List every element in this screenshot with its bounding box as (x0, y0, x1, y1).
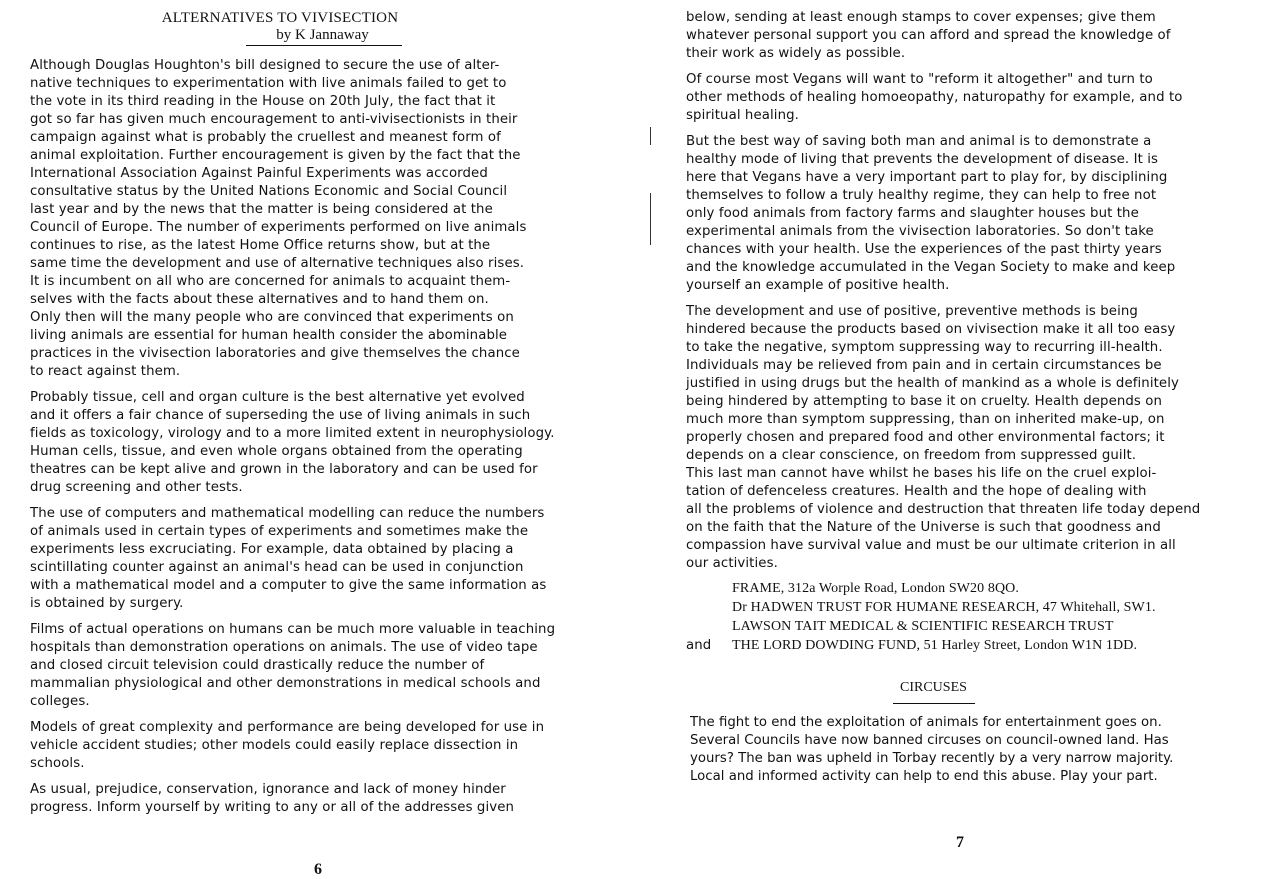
paragraph: Of course most Vegans will want to "reform it altogether" and turn to other methods of healing homoeopathy, naturopathy for example, and to spiritual healing. (686, 72, 1183, 123)
paragraph: Although Douglas Houghton's bill designed to secure the use of alter- native techniques to experimentation with live animals failed to get to the vote in its third reading in the House on 20th July, the fact that it got so far has given much encouragement to anti-vivisectionists in their campaign against what is probably the cruellest and meanest form of animal exploitation. Further encouragement is given by the fact that the International Association Against Painful Experiments was accorded consultative status by the United Nations Economic and Social Council last year and by the news that the matter is being considered at the Council of Europe. The number of experiments performed on live animals continues to rise, as the latest Home Office returns show, but at the same time the development and use of alternative techniques also rises. It is incumbent on all who are concerned for animals to acquaint them- selves with the facts about these alternatives and to hand them on. Only then will the many people who are convinced that experiments on living animals are essential for human health consider the abominable practices in the vivisection laboratories and give themselves the chance to react against them. (30, 58, 527, 379)
address-text: FRAME, 312a Worple Road, London SW20 8QO. (732, 581, 1019, 596)
address-item (686, 617, 1261, 636)
paragraph: But the best way of saving both man and animal is to demonstrate a healthy mode of living that prevents the development of disease. It is here that Vegans have a very important part to play for, by disciplining themselves to follow a truly healthy regime, they can help to free not only food animals from factory farms and slaughter houses but the experimental animals from the vivisection laboratories. So don't take chances with your health. Use the experiences of the past thirty years and the knowledge accumulated in the Vegan Society to make and keep yourself an example of positive health. (686, 134, 1176, 293)
address-prefix: and (686, 638, 712, 653)
address-prefix (686, 617, 732, 636)
right-page (638, 0, 1277, 878)
address-prefix (686, 598, 732, 617)
circuses-heading: CIRCUSES (900, 680, 967, 695)
address-text: THE LORD DOWDING FUND, 51 Harley Street, London W1N 1DD. (732, 638, 1138, 653)
page-number-right: 7 (956, 834, 964, 851)
paragraph: Models of great complexity and performance are being developed for use in vehicle accident studies; other models could easily replace dissection in schools. (30, 720, 545, 771)
article-title: ALTERNATIVES TO VIVISECTION (161, 10, 399, 26)
address-prefix (686, 579, 732, 598)
circuses-paragraph: The fight to end the exploitation of animals for entertainment goes on. Several Councils have now banned circuses on council-owned land. Has yours? The ban was upheld in Torbay recently by a very narrow majority. Local and informed activity can help to end this abuse. Play your part. (690, 715, 1174, 784)
paragraph: As usual, prejudice, conservation, ignorance and lack of money hinder progress. Inform yourself by writing to any or all of the addresses given (30, 782, 515, 815)
right-column-body (686, 9, 1261, 655)
left-column-body (30, 57, 630, 825)
paragraph: The use of computers and mathematical modelling can reduce the numbers of animals used in certain types of experiments and sometimes make the experiments less excruciating. For example, data obtained by placing a scintillating counter against an animal's head can be used in conjunction with a mathematical model and a computer to give the same information as is obtained by surgery. (30, 506, 547, 611)
article-title-block (0, 10, 560, 44)
left-page (0, 0, 636, 878)
address-item (686, 598, 1261, 617)
paragraph: The development and use of positive, preventive methods is being hindered because the products based on vivisection make it all too easy to take the negative, symptom suppressing way to recurring ill-health. Individuals may be relieved from pain and in certain circumstances be justified in using drugs but the health of mankind as a whole is definitely being hindered by attempting to base it on cruelty. Health depends on much more than symptom suppressing, than on inherited make-up, on properly chosen and prepared food and other environmental factors; it depends on a clear conscience, on freedom from suppressed guilt. This last man cannot have whilst he bases his life on the cruel exploi- tation of defenceless creatures. Health and the hope of dealing with all the problems of violence and destruction that threaten life today depend on the faith that the Nature of the Universe is such that goodness and compassion have survival value and must be our ultimate criterion in all our activities. (686, 304, 1201, 571)
paragraph: Probably tissue, cell and organ culture is the best alternative yet evolved and it offers a fair chance of superseding the use of living animals in such fields as toxicology, virology and to a more limited extent in neurophysiology. Human cells, tissue, and even whole organs obtained from the operating theatres can be kept alive and grown in the laboratory and can be used for drug screening and other tests. (30, 390, 555, 495)
paragraph: below, sending at least enough stamps to cover expenses; give them whatever personal support you can afford and spread the knowledge of their work as widely as possible. (686, 10, 1171, 61)
article-byline: by K Jannaway (276, 27, 369, 43)
address-text: Dr HADWEN TRUST FOR HUMANE RESEARCH, 47 Whitehall, SW1. (732, 600, 1156, 615)
address-list (686, 579, 1261, 655)
paragraph: Films of actual operations on humans can be much more valuable in teaching hospitals than demonstration operations on animals. The use of video tape and closed circuit television could drastically reduce the number of mammalian physiological and other demonstrations in medical schools and colleges. (30, 622, 556, 709)
address-text: LAWSON TAIT MEDICAL & SCIENTIFIC RESEARCH TRUST (732, 619, 1114, 634)
page-number-left: 6 (314, 861, 322, 878)
byline-underline (246, 45, 402, 46)
circuses-underline (893, 703, 975, 704)
address-item (686, 579, 1261, 598)
address-item (686, 636, 1261, 655)
